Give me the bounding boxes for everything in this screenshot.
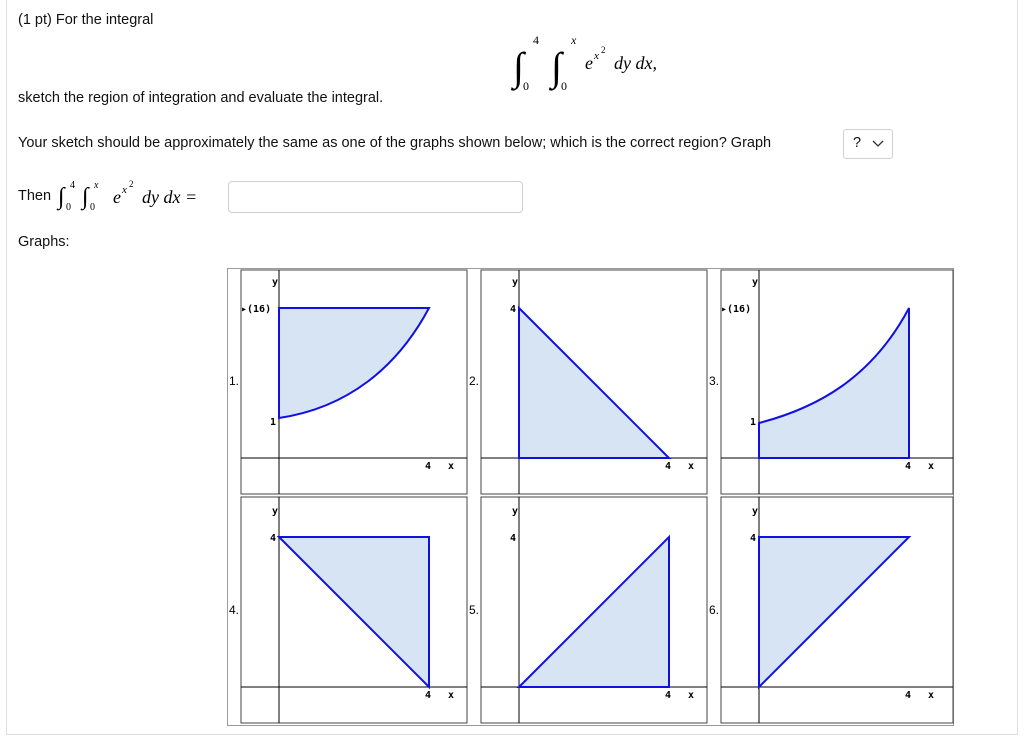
graph-1-number: 1. (229, 374, 240, 388)
graph-2-xlabel: x (688, 461, 695, 472)
outer-upper: 4 (533, 33, 539, 47)
graph-1-xlabel: x (448, 461, 455, 472)
integral-display (505, 22, 705, 102)
then-integrand: e (113, 187, 121, 207)
graph-1-tick-4: 4 (425, 461, 432, 472)
answer-input[interactable] (228, 181, 523, 213)
then-exponent: x (122, 184, 127, 196)
problem-header: (1 pt) For the integral (18, 12, 154, 28)
graph-4-xtick-4: 4 (425, 690, 432, 701)
graph-3-tick-1: 1 (750, 417, 757, 428)
graph-2-ylabel: y (512, 277, 519, 288)
graph-1-tick-16: ▸(16) (241, 304, 272, 315)
then-inner-sign: ∫ (82, 184, 89, 210)
graph-3-tick-16: ▸(16) (721, 304, 752, 315)
graph-select-value: ? (853, 135, 862, 151)
graph-6-ylabel: y (752, 506, 759, 517)
then-exponent-power: 2 (129, 179, 134, 189)
chevron-down-icon (872, 140, 884, 148)
graphs-label: Graphs: (18, 234, 70, 250)
graph-1-tick-1: 1 (270, 417, 277, 428)
inner-upper: x (571, 33, 577, 47)
graph-2-number: 2. (469, 374, 480, 388)
sketch-instruction: sketch the region of integration and evaluate the integral. (18, 90, 384, 106)
graph-3[interactable] (709, 270, 953, 494)
graph-6[interactable] (709, 497, 953, 723)
then-outer-sign: ∫ (58, 184, 65, 210)
graph-3-tick-4: 4 (905, 461, 912, 472)
then-differentials: dy dx = (142, 187, 198, 207)
then-outer-upper: 4 (70, 180, 75, 191)
graph-5-xlabel: x (688, 690, 695, 701)
graph-1-ylabel: y (272, 277, 279, 288)
graph-6-number: 6. (709, 603, 720, 617)
graph-6-xtick-4: 4 (905, 690, 912, 701)
then-outer-lower: 0 (66, 202, 71, 213)
graph-2-ytick-4: 4 (510, 304, 517, 315)
graph-6-xlabel: x (928, 690, 935, 701)
integrand-exponent-power: 2 (601, 45, 606, 55)
then-inner-lower: 0 (90, 202, 95, 213)
integrand-exponent: x (594, 50, 599, 62)
integrand-base: e (585, 53, 593, 73)
graph-4[interactable] (229, 497, 467, 723)
graph-5[interactable] (469, 497, 707, 723)
graph-3-xlabel: x (928, 461, 935, 472)
graph-5-ylabel: y (512, 506, 519, 517)
inner-integral-sign: ∫ (551, 44, 562, 89)
graph-4-number: 4. (229, 603, 240, 617)
then-integral (56, 176, 226, 216)
graph-4-ylabel: y (272, 506, 279, 517)
outer-integral-sign: ∫ (513, 44, 524, 89)
graph-2[interactable] (469, 270, 707, 494)
then-inner-upper: x (94, 180, 99, 191)
graph-3-ylabel: y (752, 277, 759, 288)
outer-lower: 0 (523, 79, 529, 93)
graph-5-ytick-4: 4 (510, 533, 517, 544)
graph-1[interactable] (229, 270, 467, 494)
question-text: Your sketch should be approximately the same as one of the graphs shown below; which is the correct region? Graph (18, 135, 772, 151)
inner-lower: 0 (561, 79, 567, 93)
graph-5-xtick-4: 4 (665, 690, 672, 701)
graph-select[interactable] (843, 129, 893, 159)
graph-4-ytick-4: 4 (270, 533, 277, 544)
graph-2-xtick-4: 4 (665, 461, 672, 472)
differentials: dy dx, (614, 53, 657, 73)
graph-6-ytick-4: 4 (750, 533, 757, 544)
graphs-grid (227, 268, 954, 726)
then-label: Then (18, 188, 52, 204)
graph-4-xlabel: x (448, 690, 455, 701)
graph-3-number: 3. (709, 374, 720, 388)
graph-5-number: 5. (469, 603, 480, 617)
